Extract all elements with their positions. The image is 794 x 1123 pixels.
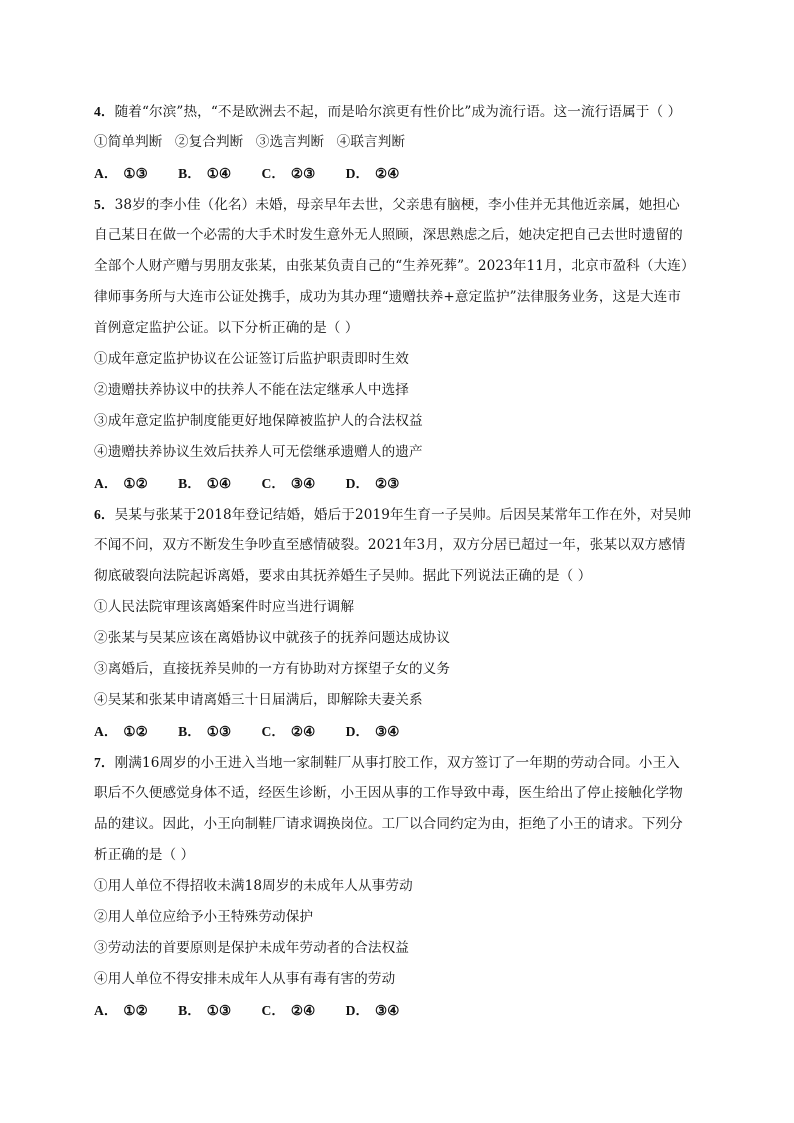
option-item: ②张某与吴某应该在离婚协议中就孩子的抚养问题达成协议 <box>94 630 451 646</box>
option-item: ②用人单位应给予小王特殊劳动保护 <box>94 909 314 925</box>
answer-choice-b[interactable]: B． ①④ <box>178 476 232 492</box>
question-stem-line: 6．吴某与张某于2018年登记结婚，婚后于2019年生育一子吴帅。后因吴某常年工作在外，对吴帅 <box>94 507 692 523</box>
option-item: ③成年意定监护制度能更好地保障被监护人的合法权益 <box>94 413 423 429</box>
question-stem-line: 彻底破裂向法院起诉离婚，要求由其抚养婚生子吴帅。据此下列说法正确的是（ ） <box>94 568 592 584</box>
question-stem-line: 律师事务所与大连市公证处携手，成功为其办理“遗赠扶养+意定监护”法律服务业务，这是大连市 <box>94 289 682 305</box>
option-item: ④联言判断 <box>336 134 406 150</box>
option-item: ③选言判断 <box>255 134 325 150</box>
answer-choice-b[interactable]: B． ①③ <box>178 1003 232 1019</box>
answer-choices <box>94 468 714 499</box>
question-number: 6． <box>94 507 115 522</box>
answer-choice-b[interactable]: B． ①③ <box>178 724 232 740</box>
question-4 <box>94 96 714 189</box>
question-6 <box>94 499 714 747</box>
option-item: ④吴某和张某申请离婚三十日届满后，即解除夫妻关系 <box>94 692 423 708</box>
option-item: ②复合判断 <box>174 134 244 150</box>
inline-options <box>94 127 714 158</box>
answer-choice-b[interactable]: B． ①④ <box>178 166 232 182</box>
question-stem-line: 5．38岁的李小佳（化名）未婚，母亲早年去世，父亲患有脑梗，李小佳并无其他近亲属，她担心 <box>94 197 680 213</box>
option-item: ③劳动法的首要原则是保护未成年劳动者的合法权益 <box>94 940 409 956</box>
answer-choices <box>94 995 714 1026</box>
question-stem-line: 首例意定监护公证。以下分析正确的是（ ） <box>94 320 359 336</box>
answer-choice-a[interactable]: A． ①③ <box>94 166 148 182</box>
exam-page <box>94 96 714 1026</box>
question-number: 4． <box>94 104 115 119</box>
question-stem-line: 自己某日在做一个必需的大手术时发生意外无人照顾，深思熟虑之后，她决定把自己去世时遗留的 <box>94 227 683 243</box>
option-item: ①简单判断 <box>94 134 163 150</box>
answer-choice-a[interactable]: A． ①② <box>94 476 148 492</box>
option-item: ①用人单位不得招收未满18周岁的未成年人从事劳动 <box>94 878 413 894</box>
answer-choice-d[interactable]: D． ②③ <box>345 476 400 492</box>
answer-choice-c[interactable]: C． ③④ <box>261 476 316 492</box>
question-stem-line: 7．刚满16周岁的小王进入当地一家制鞋厂从事打胶工作，双方签订了一年期的劳动合同。小王入 <box>94 755 680 771</box>
answer-choices <box>94 716 714 747</box>
option-item: ④用人单位不得安排未成年人从事有毒有害的劳动 <box>94 971 396 987</box>
answer-choice-a[interactable]: A． ①② <box>94 724 148 740</box>
answer-choice-c[interactable]: C． ②③ <box>261 166 316 182</box>
answer-choice-a[interactable]: A． ①② <box>94 1003 148 1019</box>
option-item: ③离婚后，直接抚养吴帅的一方有协助对方探望子女的义务 <box>94 661 451 677</box>
question-number: 7． <box>94 755 115 770</box>
question-stem-line: 不闻不问，双方不断发生争吵直至感情破裂。2021年3月，双方分居已超过一年，张某以双方感情 <box>94 537 686 553</box>
question-stem-line: 析正确的是（ ） <box>94 847 195 863</box>
option-item: ①成年意定监护协议在公证签订后监护职责即时生效 <box>94 351 409 367</box>
answer-choice-d[interactable]: D． ③④ <box>345 1003 400 1019</box>
answer-choice-c[interactable]: C． ②④ <box>261 724 316 740</box>
question-stem-line: 全部个人财产赠与男朋友张某，由张某负责自己的“生养死葬”。2023年11月，北京市盈科（大连） <box>94 258 695 274</box>
answer-choice-c[interactable]: C． ②④ <box>261 1003 316 1019</box>
question-5 <box>94 189 714 499</box>
answer-choice-d[interactable]: D． ③④ <box>345 724 400 740</box>
option-item: ②遗赠扶养协议中的扶养人不能在法定继承人中选择 <box>94 382 409 398</box>
question-number: 5． <box>94 197 115 212</box>
question-stem-line: 职后不久便感觉身体不适，经医生诊断，小王因从事的工作导致中毒，医生给出了停止接触化学物 <box>94 785 683 801</box>
option-item: ①人民法院审理该离婚案件时应当进行调解 <box>94 599 355 615</box>
question-7 <box>94 747 714 1026</box>
option-item: ④遗赠扶养协议生效后扶养人可无偿继承遗赠人的遗产 <box>94 444 423 460</box>
answer-choices <box>94 158 714 189</box>
answer-choice-d[interactable]: D． ②④ <box>345 166 400 182</box>
question-stem-line: 品的建议。因此，小王向制鞋厂请求调换岗位。工厂以合同约定为由，拒绝了小王的请求。下列分 <box>94 816 683 832</box>
question-stem-line: 4．随着“尔滨”热，“不是欧洲去不起，而是哈尔滨更有性价比”成为流行语。这一流行语属于（ ） <box>94 104 682 120</box>
